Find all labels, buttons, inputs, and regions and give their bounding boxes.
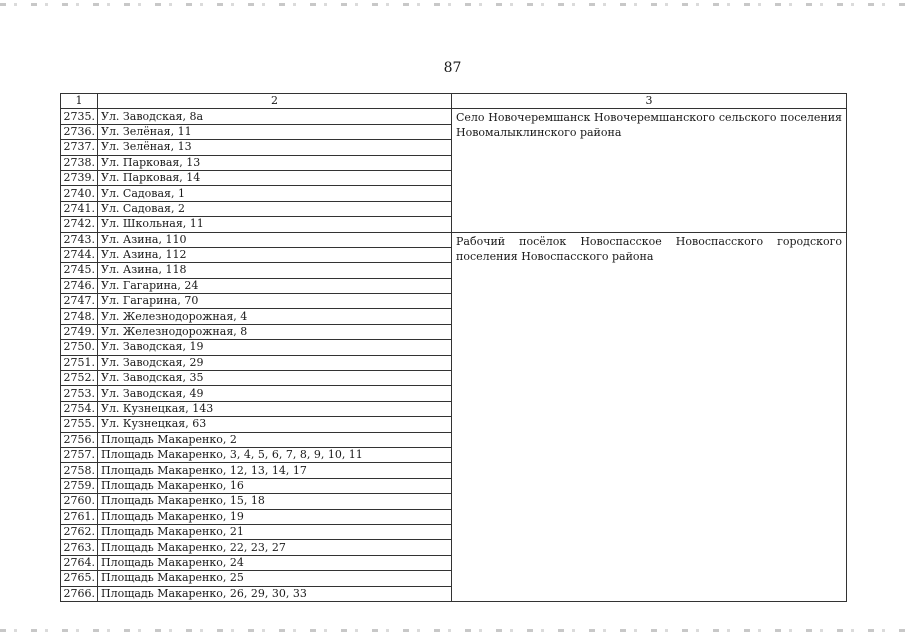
row-number: 2747. — [61, 294, 98, 309]
row-address: Площадь Макаренко, 15, 18 — [98, 494, 452, 509]
row-address: Ул. Заводская, 19 — [98, 340, 452, 355]
row-number: 2742. — [61, 217, 98, 232]
row-address: Ул. Зелёная, 13 — [98, 140, 452, 155]
row-address: Площадь Макаренко, 2 — [98, 432, 452, 447]
row-address: Ул. Зелёная, 11 — [98, 124, 452, 139]
row-address: Ул. Парковая, 14 — [98, 170, 452, 185]
row-address: Ул. Железнодорожная, 8 — [98, 324, 452, 339]
scan-edge-top — [0, 3, 905, 6]
row-number: 2736. — [61, 124, 98, 139]
row-address: Площадь Макаренко, 16 — [98, 478, 452, 493]
row-address: Ул. Парковая, 13 — [98, 155, 452, 170]
row-address: Ул. Азина, 118 — [98, 263, 452, 278]
row-number: 2758. — [61, 463, 98, 478]
row-address: Площадь Макаренко, 21 — [98, 524, 452, 539]
row-number: 2762. — [61, 524, 98, 539]
row-number: 2735. — [61, 109, 98, 124]
row-number: 2743. — [61, 232, 98, 247]
row-address: Ул. Гагарина, 24 — [98, 278, 452, 293]
row-number: 2759. — [61, 478, 98, 493]
row-number: 2755. — [61, 417, 98, 432]
table-row — [61, 109, 847, 124]
row-number: 2764. — [61, 555, 98, 570]
row-number: 2740. — [61, 186, 98, 201]
row-number: 2737. — [61, 140, 98, 155]
row-address: Ул. Азина, 112 — [98, 247, 452, 262]
row-address: Ул. Заводская, 49 — [98, 386, 452, 401]
row-address: Ул. Азина, 110 — [98, 232, 452, 247]
table-body — [61, 94, 847, 602]
scan-edge-bottom — [0, 629, 905, 632]
page-number: 87 — [443, 60, 462, 76]
header-col-1: 1 — [61, 94, 98, 109]
row-number: 2757. — [61, 447, 98, 462]
row-number: 2752. — [61, 371, 98, 386]
row-number: 2763. — [61, 540, 98, 555]
row-number: 2738. — [61, 155, 98, 170]
row-address: Ул. Школьная, 11 — [98, 217, 452, 232]
row-address: Ул. Садовая, 1 — [98, 186, 452, 201]
row-number: 2760. — [61, 494, 98, 509]
row-address: Площадь Макаренко, 19 — [98, 509, 452, 524]
address-table — [60, 93, 847, 602]
row-number: 2766. — [61, 586, 98, 601]
row-address: Площадь Макаренко, 24 — [98, 555, 452, 570]
row-address: Площадь Макаренко, 22, 23, 27 — [98, 540, 452, 555]
row-address: Площадь Макаренко, 25 — [98, 571, 452, 586]
row-address: Ул. Заводская, 35 — [98, 371, 452, 386]
row-address: Ул. Железнодорожная, 4 — [98, 309, 452, 324]
row-number: 2741. — [61, 201, 98, 216]
row-number: 2754. — [61, 401, 98, 416]
header-row — [61, 94, 847, 109]
row-number: 2748. — [61, 309, 98, 324]
table-row — [61, 232, 847, 247]
row-address: Площадь Макаренко, 26, 29, 30, 33 — [98, 586, 452, 601]
row-number: 2746. — [61, 278, 98, 293]
row-address: Площадь Макаренко, 12, 13, 14, 17 — [98, 463, 452, 478]
row-number: 2753. — [61, 386, 98, 401]
header-col-3: 3 — [452, 94, 847, 109]
row-number: 2745. — [61, 263, 98, 278]
header-col-2: 2 — [98, 94, 452, 109]
row-number: 2765. — [61, 571, 98, 586]
row-number: 2749. — [61, 324, 98, 339]
row-number: 2761. — [61, 509, 98, 524]
row-address: Ул. Садовая, 2 — [98, 201, 452, 216]
row-number: 2744. — [61, 247, 98, 262]
row-address: Ул. Кузнецкая, 143 — [98, 401, 452, 416]
row-number: 2750. — [61, 340, 98, 355]
row-number: 2739. — [61, 170, 98, 185]
row-address: Ул. Кузнецкая, 63 — [98, 417, 452, 432]
row-address: Ул. Заводская, 29 — [98, 355, 452, 370]
location-cell: Рабочий посёлок Новоспасское Новоспасского городского поселения Новоспасского района — [452, 232, 847, 601]
row-address: Ул. Гагарина, 70 — [98, 294, 452, 309]
location-cell: Село Новочеремшанск Новочеремшанского сельского поселения Новомалыклинского района — [452, 109, 847, 232]
row-number: 2751. — [61, 355, 98, 370]
row-number: 2756. — [61, 432, 98, 447]
row-address: Площадь Макаренко, 3, 4, 5, 6, 7, 8, 9, 10, 11 — [98, 447, 452, 462]
row-address: Ул. Заводская, 8а — [98, 109, 452, 124]
